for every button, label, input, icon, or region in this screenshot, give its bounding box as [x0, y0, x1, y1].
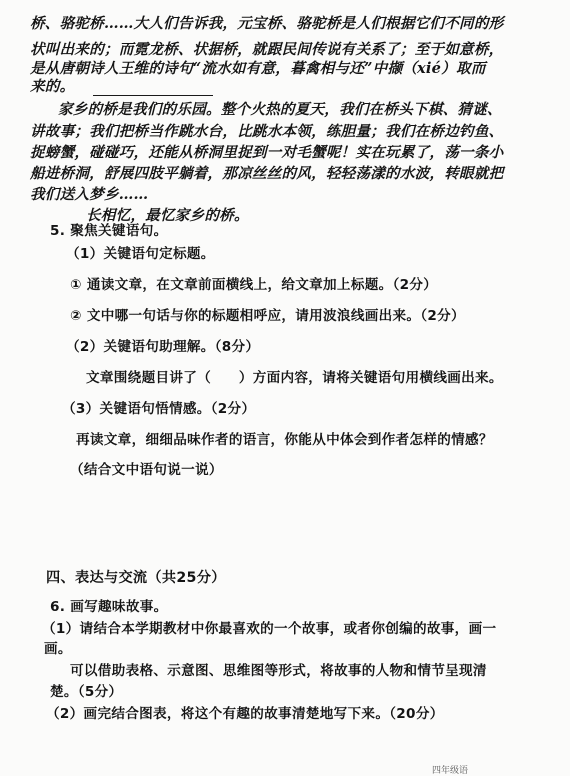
question-6-1-line-3: 可以借助表格、示意图、思维图等形式，将故事的人物和情节呈现清: [70, 663, 487, 679]
question-5-2: （2）关键语句助理解。（8分）: [66, 339, 260, 355]
title-blank-line: [93, 95, 213, 96]
section-4-heading: 四、表达与交流（共25分）: [46, 570, 226, 586]
question-5-3-hint: （结合文中语句说一说）: [70, 462, 223, 478]
question-6-1-line-1: （1）请结合本学期教材中你最喜欢的一个故事，或者你创编的故事，画一: [42, 621, 497, 637]
passage-line-2: 状叫出来的；而霓龙桥、状据桥，就跟民间传说有关系了；至于如意桥，: [30, 41, 504, 58]
passage-line-3: 是从唐朝诗人王维的诗句“流水如有意，暮禽相与还”中撷（xié）取而: [30, 60, 486, 77]
question-5-3-text: 再读文章，细细品味作者的语言，你能从中体会到作者怎样的情感？: [76, 432, 493, 448]
passage-line-10: 长相忆，最忆家乡的桥。: [86, 207, 249, 224]
question-5-1: （1）关键语句定标题。: [66, 246, 215, 262]
question-6-2: （2）画完结合图表，将这个有趣的故事清楚地写下来。（20分）: [46, 706, 444, 722]
passage-line-1: 桥、骆驼桥……大人们告诉我，元宝桥、骆驼桥是人们根据它们不同的形: [30, 15, 504, 32]
question-5-3: （3）关键语句悟情感。（2分）: [62, 401, 256, 417]
passage-line-7: 捉螃蟹，碰碰巧，还能从桥洞里捉到一对毛蟹呢！实在玩累了，荡一条小: [30, 144, 504, 161]
question-6-title: 6. 画写趣味故事。: [50, 599, 168, 615]
question-6-1-line-2: 画。: [44, 641, 72, 657]
question-6-1-line-4: 楚。（5分）: [50, 684, 123, 700]
passage-line-8: 船进桥洞，舒展四肢平躺着，那凉丝丝的风，轻轻荡漾的水波，转眼就把: [30, 165, 504, 182]
passage-line-9: 我们送入梦乡……: [30, 186, 149, 203]
question-5-2-text: 文章围绕题目讲了（ ）方面内容，请将关键语句用横线画出来。: [86, 370, 503, 386]
passage-line-4: 来的。: [30, 78, 75, 95]
question-5-title: 5. 聚焦关键语句。: [50, 223, 168, 239]
question-5-1-a: ① 通读文章，在文章前面横线上，给文章加上标题。（2分）: [70, 277, 438, 293]
question-5-1-b: ② 文中哪一句话与你的标题相呼应，请用波浪线画出来。（2分）: [70, 308, 465, 324]
page-footer: 四年级语: [432, 766, 469, 776]
passage-line-5: 家乡的桥是我们的乐园。整个火热的夏天，我们在桥头下棋、猜谜、: [58, 101, 502, 118]
passage-line-6: 讲故事；我们把桥当作跳水台，比跳水本领，练胆量；我们在桥边钓鱼、: [30, 123, 504, 140]
